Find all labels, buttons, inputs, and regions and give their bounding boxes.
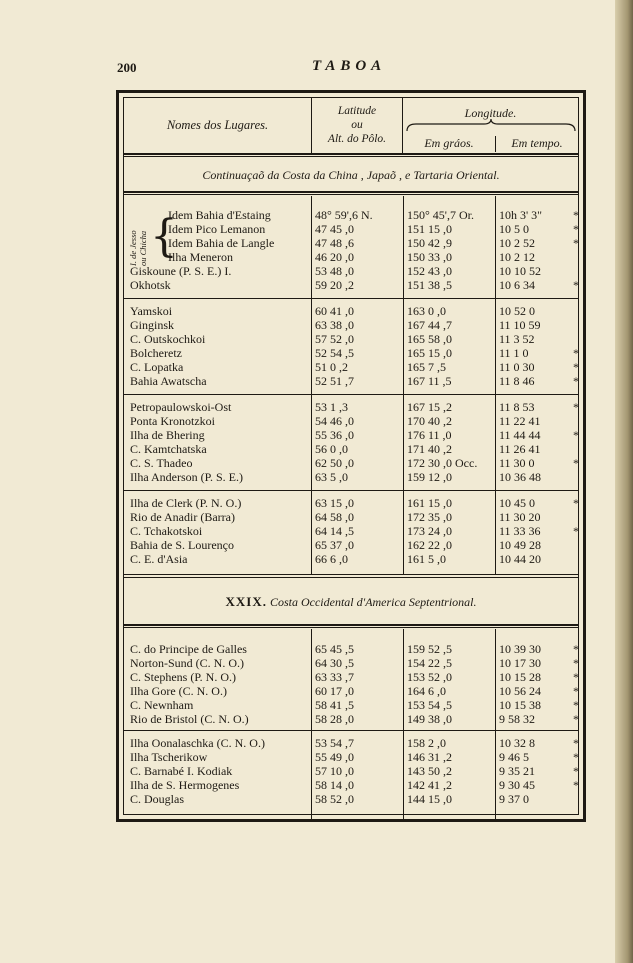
table-row: C. Stephens (P. N. O.) 63 33 ,7 153 52 ,0 10 15 28 * <box>130 670 579 684</box>
header-rule-thin <box>124 156 578 157</box>
table-row: Bolcheretz 52 54 ,5 165 15 ,0 11 1 0 * <box>130 346 579 360</box>
table-header <box>124 98 578 153</box>
table-inner-border <box>123 97 579 815</box>
table-row: Ponta Kronotzkoi 54 46 ,0 170 40 ,2 11 22 41 <box>130 414 541 428</box>
table-row: Okhotsk 59 20 ,2 151 38 ,5 10 6 34 * <box>130 278 579 292</box>
table-row: Rio de Anadir (Barra) 64 58 ,0 172 35 ,0 11 30 20 <box>130 510 541 524</box>
section-continuation-title: Continuaçaõ da Costa da China , Japaõ , e Tartaria Oriental. <box>202 168 500 182</box>
header-longitude: Longitude. <box>464 106 517 120</box>
header-names: Nomes dos Lugares. <box>166 118 269 132</box>
table-row: Ilha Gore (C. N. O.) 60 17 ,0 164 6 ,0 10 56 24 * <box>130 684 579 698</box>
table-row: C. do Principe de Galles 65 45 ,5 159 52 ,5 10 39 30 * <box>130 642 579 656</box>
table-row: Ilha de Bhering 55 36 ,0 176 11 ,0 11 44 44 * <box>130 428 579 442</box>
table-row: C. Kamtchatska 56 0 ,0 171 40 ,2 11 26 41 <box>130 442 541 456</box>
table-row: Ilha de S. Hermogenes 58 14 ,0 142 41 ,2 9 30 45 * <box>130 778 579 792</box>
brace-icon: { <box>150 211 178 262</box>
section-rule <box>124 191 578 193</box>
table-row: C. E. d'Asia 66 6 ,0 161 5 ,0 10 44 20 <box>130 552 541 566</box>
table-row: Ilha Anderson (P. S. E.) 63 5 ,0 159 12 ,0 10 36 48 <box>130 470 541 484</box>
table-row: C. Barnabé I. Kodiak 57 10 ,0 143 50 ,2 9 35 21 * <box>130 764 579 778</box>
header-latitude-line1: Latitude <box>337 105 377 117</box>
header-rule <box>124 153 578 155</box>
section-rule <box>124 574 578 575</box>
header-latitude <box>311 98 403 153</box>
header-graus: Em gráos. <box>424 136 474 150</box>
table-row: Ilha de Clerk (P. N. O.) 63 15 ,0 161 15 ,0 10 45 0 * <box>130 496 579 510</box>
section-rule <box>124 624 578 626</box>
section-xxix-title <box>124 594 578 610</box>
table-row: C. Newnham 58 41 ,5 153 54 ,5 10 15 38 * <box>130 698 579 712</box>
coordinates-table <box>116 90 586 822</box>
group-rule <box>124 490 578 491</box>
side-label-jesso: I. de Jesso ou Chicha <box>128 230 148 266</box>
book-gutter <box>615 0 633 963</box>
section-xxix-number: XXIX. <box>225 594 267 609</box>
table-row: Ilha Oonalaschka (C. N. O.) 53 54 ,7 158 2 ,0 10 32 8 * <box>130 736 579 750</box>
header-tempo: Em tempo. <box>495 136 578 152</box>
table-row: Norton-Sund (C. N. O.) 64 30 ,5 154 22 ,5 10 17 30 * <box>130 656 579 670</box>
group-rule <box>124 730 578 731</box>
section-rule-thin <box>124 577 578 578</box>
table-row: Bahia de S. Lourenço 65 37 ,0 162 22 ,0 10 49 28 <box>130 538 541 552</box>
section-xxix-text: Costa Occidental d'America Septentrional. <box>269 595 477 609</box>
section-rule-thin <box>124 194 578 195</box>
table-row: C. Lopatka 51 0 ,2 165 7 ,5 11 0 30 * <box>130 360 579 374</box>
table-row: C. S. Thadeo 62 50 ,0 172 30 ,0 Occ. 11 30 0 * <box>130 456 579 470</box>
longitude-brace-icon <box>406 118 576 132</box>
table-row: Yamskoi 60 41 ,0 163 0 ,0 10 52 0 <box>130 304 535 318</box>
group-rule <box>124 394 578 395</box>
table-row: Giskoune (P. S. E.) I. 53 48 ,0 152 43 ,0 10 10 52 <box>130 264 541 278</box>
table-row: Idem Pico Lemanon 47 45 ,0 151 15 ,0 10 5 0 * <box>168 222 579 236</box>
table-row: Ginginsk 63 38 ,0 167 44 ,7 11 10 59 <box>130 318 541 332</box>
table-row: Ilha Tscherikow 55 49 ,0 146 31 ,2 9 46 5 * <box>130 750 579 764</box>
header-latitude-line2: ou <box>351 119 363 131</box>
table-row: C. Douglas 58 52 ,0 144 15 ,0 9 37 0 <box>130 792 529 806</box>
table-row: Rio de Bristol (C. N. O.) 58 28 ,0 149 38 ,0 9 58 32 * <box>130 712 579 726</box>
table-row: Idem Bahia d'Estaing 48° 59',6 N. 150° 45',7 Or. 10h 3' 3" * <box>168 208 579 222</box>
section-rule-thin <box>124 627 578 628</box>
table-row: Bahia Awatscha 52 51 ,7 167 11 ,5 11 8 46 * <box>130 374 579 388</box>
header-latitude-line3: Alt. do Pôlo. <box>327 133 387 145</box>
running-title: TABOA <box>312 58 387 74</box>
group-rule <box>124 298 578 299</box>
table-row: Ilha Meneron 46 20 ,0 150 33 ,0 10 2 12 <box>168 250 535 264</box>
table-row: Petropaulowskoi-Ost 53 1 ,3 167 15 ,2 11 8 53 * <box>130 400 579 414</box>
page-number: 200 <box>117 60 137 75</box>
table-row: C. Tchakotskoi 64 14 ,5 173 24 ,0 11 33 36 * <box>130 524 579 538</box>
table-row: Idem Bahia de Langle 47 48 ,6 150 42 ,9 10 2 52 * <box>168 236 579 250</box>
table-row: C. Outskochkoi 57 52 ,0 165 58 ,0 11 3 52 <box>130 332 535 346</box>
